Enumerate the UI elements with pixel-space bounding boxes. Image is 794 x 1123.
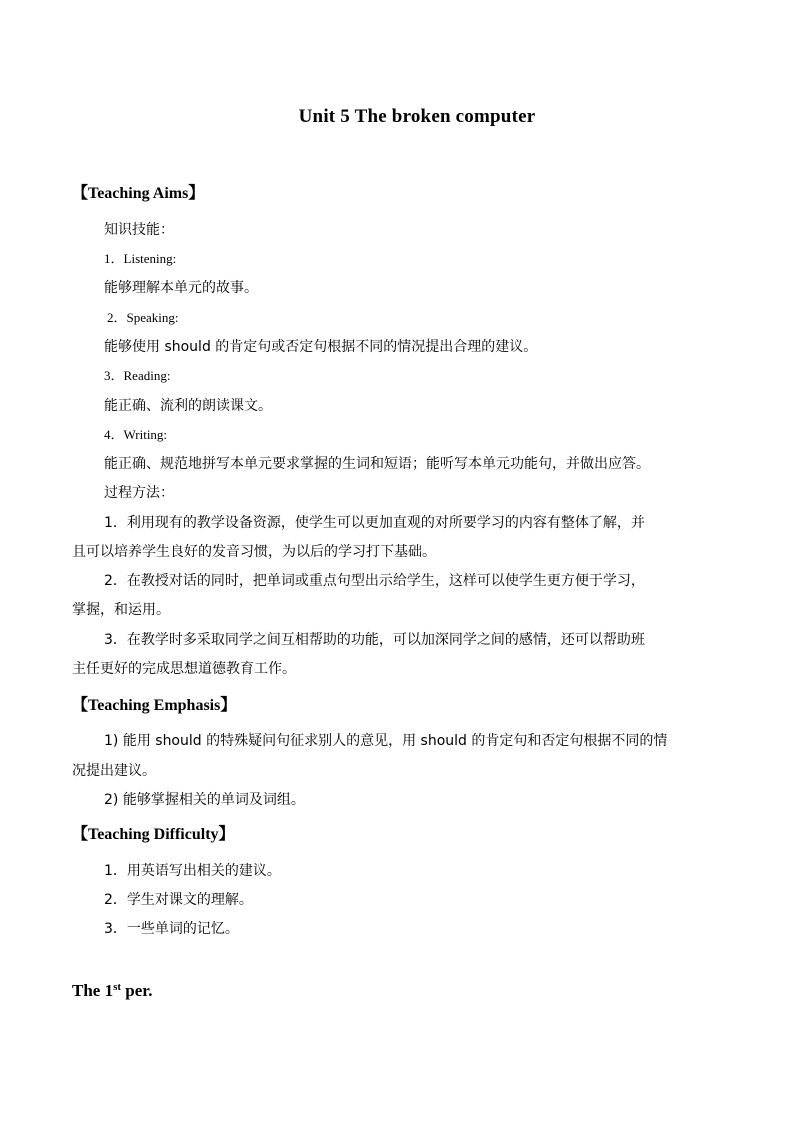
aim-item-description: 能够理解本单元的故事。 (104, 280, 258, 296)
aim-item-description: 能正确、规范地拼写本单元要求掌握的生词和短语；能听写本单元功能句，并做出应答。 (104, 456, 650, 472)
aim-item-listening (104, 250, 176, 268)
teaching-difficulty-heading: 【Teaching Difficulty】 (72, 826, 235, 843)
process-item-line: 主任更好的完成思想道德教育工作。 (72, 661, 296, 677)
aim-item-reading (104, 367, 170, 385)
aim-item-writing (104, 426, 167, 444)
emphasis-item-line: 2) 能够掌握相关的单词及词组。 (104, 792, 305, 808)
aim-item-label: Speaking: (126, 310, 179, 325)
difficulty-item: 1．用英语写出相关的建议。 (104, 863, 281, 879)
difficulty-item: 2．学生对课文的理解。 (104, 892, 253, 908)
document-title: Unit 5 The broken computer (298, 106, 536, 127)
aim-item-description: 能够使用 should 的肯定句或否定句根据不同的情况提出合理的建议。 (104, 339, 538, 355)
period-superscript: st (113, 981, 122, 993)
teaching-aims-heading: 【Teaching Aims】 (72, 185, 205, 202)
aim-item-number: 1． (104, 251, 124, 266)
aim-item-label: Writing: (123, 427, 168, 442)
emphasis-item-line: 1) 能用 should 的特殊疑问句征求别人的意见，用 should 的肯定句和否定句根据不同的情 (104, 733, 668, 749)
process-methods-label: 过程方法： (104, 485, 174, 501)
process-item-line: 掌握，和运用。 (72, 602, 170, 618)
aim-item-number: 2． (107, 310, 127, 325)
process-item-line: 2．在教授对话的同时，把单词或重点句型出示给学生，这样可以使学生更方便于学习， (104, 573, 645, 589)
process-item-line: 3．在教学时多采取同学之间互相帮助的功能，可以加深同学之间的感情，还可以帮助班 (104, 632, 645, 648)
aim-item-number: 4． (104, 427, 124, 442)
period-heading (72, 981, 153, 1001)
knowledge-skills-label: 知识技能： (104, 222, 174, 238)
aim-item-speaking (107, 309, 179, 327)
emphasis-item-line: 况提出建议。 (72, 763, 156, 779)
aim-item-label: Listening: (123, 251, 177, 266)
aim-item-number: 3． (104, 368, 124, 383)
process-item-line: 1．利用现有的教学设备资源，使学生可以更加直观的对所要学习的内容有整体了解，并 (104, 515, 645, 531)
aim-item-description: 能正确、流利的朗读课文。 (104, 398, 272, 414)
aim-item-label: Reading: (123, 368, 171, 383)
period-suffix: per. (121, 981, 153, 1000)
process-item-line: 且可以培养学生良好的发音习惯，为以后的学习打下基础。 (72, 544, 436, 560)
period-prefix: The 1 (72, 981, 114, 1000)
difficulty-item: 3．一些单词的记忆。 (104, 921, 239, 937)
teaching-emphasis-heading: 【Teaching Emphasis】 (72, 697, 237, 714)
